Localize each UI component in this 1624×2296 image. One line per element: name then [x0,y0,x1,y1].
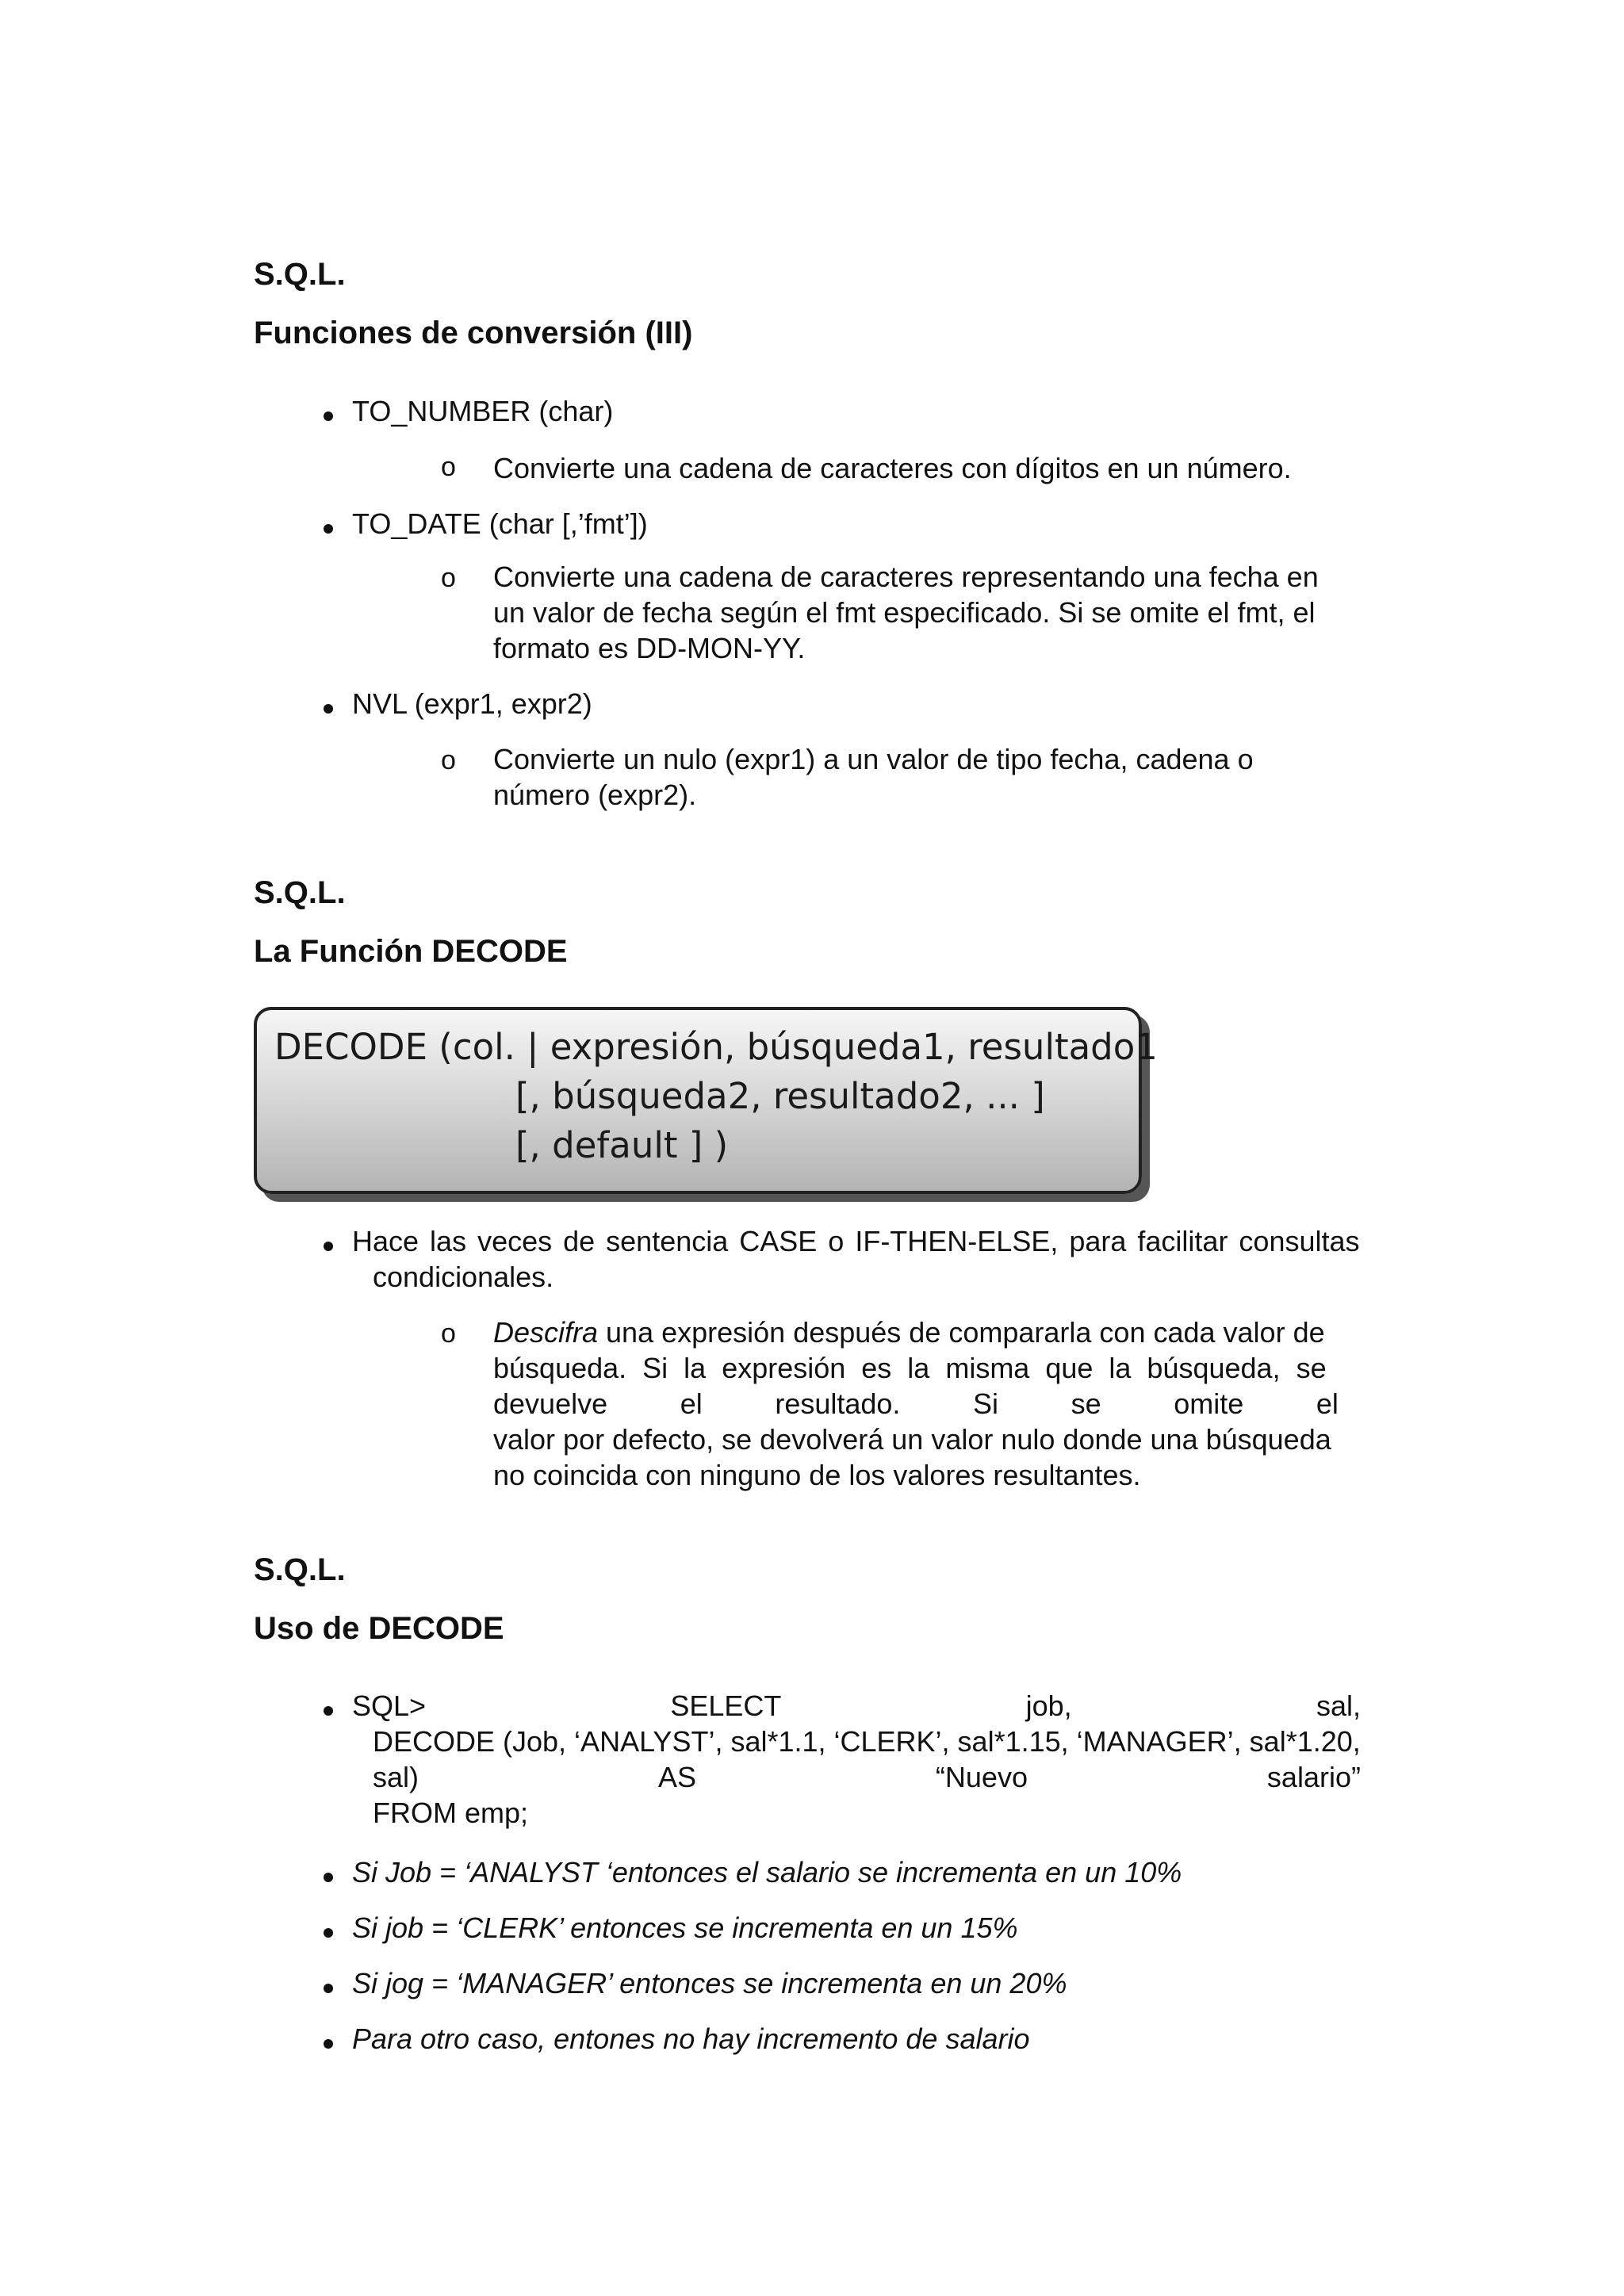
word: se [1071,1387,1101,1420]
detail-text: una expresión después de compararla con cada valor de [598,1316,1325,1349]
bullet-dot [324,1242,333,1251]
emphasis-text: Descifra [493,1316,599,1349]
list-item-detail: Convierte una cadena de caracteres representando una fecha en [493,561,1319,593]
code-word: sal) [373,1761,419,1793]
code-word: SELECT [670,1689,782,1722]
list-item [352,1223,1361,1260]
list-item-detail-justified [493,1386,1339,1422]
code-word: “Nuevo [935,1761,1028,1793]
code-word: job, [1025,1689,1072,1722]
section-title: La Función DECODE [254,934,568,969]
section-label: S.Q.L. [254,257,346,292]
syntax-line: [, default ] ) [515,1124,729,1166]
section-label: S.Q.L. [254,875,346,910]
bullet-dot [324,524,333,534]
bullet-dot [324,1706,333,1716]
word: Si [973,1387,999,1420]
bullet-dot [324,704,333,714]
bullet-dot [324,1873,333,1882]
list-item-detail: no coincida con ninguno de los valores resultantes. [493,1459,1141,1491]
list-item: TO_DATE (char [,’fmt’]) [352,507,648,540]
note-item: Para otro caso, entones no hay incremento de salario [352,2022,1030,2055]
word: devuelve [493,1387,608,1420]
note-item: Si job = ‘CLERK’ entonces se incrementa en un 15% [352,1911,1018,1944]
list-item-detail: Convierte un nulo (expr1) a un valor de tipo fecha, cadena o [493,743,1254,775]
code-word: SQL> [352,1689,427,1722]
detail-text: búsqueda. Si la expresión es la misma que la búsqueda, se [493,1352,1327,1384]
sub-bullet-circle: o [441,563,456,593]
word: el [680,1387,703,1420]
list-item-detail: Convierte una cadena de caracteres con dígitos en un número. [493,452,1292,484]
list-item-detail: un valor de fecha según el fmt especificado. Si se omite el fmt, el [493,596,1316,629]
code-word: sal, [1316,1689,1361,1722]
list-item-detail [493,1350,1342,1387]
bullet-dot [324,411,333,421]
section-label: S.Q.L. [254,1552,346,1587]
list-item-line: condicionales. [373,1261,554,1293]
section-title: Uso de DECODE [254,1611,504,1646]
code-line: FROM emp; [373,1797,529,1829]
word: el [1316,1387,1339,1420]
sub-bullet-circle: o [441,745,456,775]
list-item-detail [493,1314,1325,1351]
list-item: TO_NUMBER (char) [352,395,614,427]
word: resultado. [775,1387,901,1420]
list-item: NVL (expr1, expr2) [352,687,592,720]
note-item: Si Job = ‘ANALYST ‘entonces el salario se incrementa en un 10% [352,1856,1182,1888]
list-item-detail: formato es DD-MON-YY. [493,632,806,664]
note-item: Si jog = ‘MANAGER’ entonces se incrementa en un 20% [352,1967,1067,1999]
section-title: Funciones de conversión (III) [254,316,693,350]
code-word: salario” [1266,1761,1361,1793]
code-line-justified [352,1688,1361,1724]
syntax-line: DECODE (col. | expresión, búsqueda1, resultado1 [274,1026,1158,1068]
code-line-justified [373,1759,1361,1796]
bullet-dot [324,1928,333,1938]
code-line: DECODE (Job, ‘ANALYST’, sal*1.1, ‘CLERK’, sal*1.15, ‘MANAGER’, sal*1.20, [373,1725,1361,1758]
decode-syntax-box [254,1007,1158,1194]
list-item-detail: valor por defecto, se devolverá un valor nulo donde una búsqueda [493,1423,1331,1456]
word: omite [1174,1387,1244,1420]
list-item-detail: número (expr2). [493,779,697,811]
sub-bullet-circle: o [441,1318,456,1349]
bullet-dot [324,1984,333,1993]
syntax-line: [, búsqueda2, resultado2, ... ] [515,1075,1045,1117]
code-word: AS [657,1761,696,1793]
bullet-dot [324,2039,333,2049]
list-item-line: Hace las veces de sentencia CASE o IF-THEN-ELSE, para facilitar consultas [352,1225,1360,1257]
sub-bullet-circle: o [441,452,456,482]
